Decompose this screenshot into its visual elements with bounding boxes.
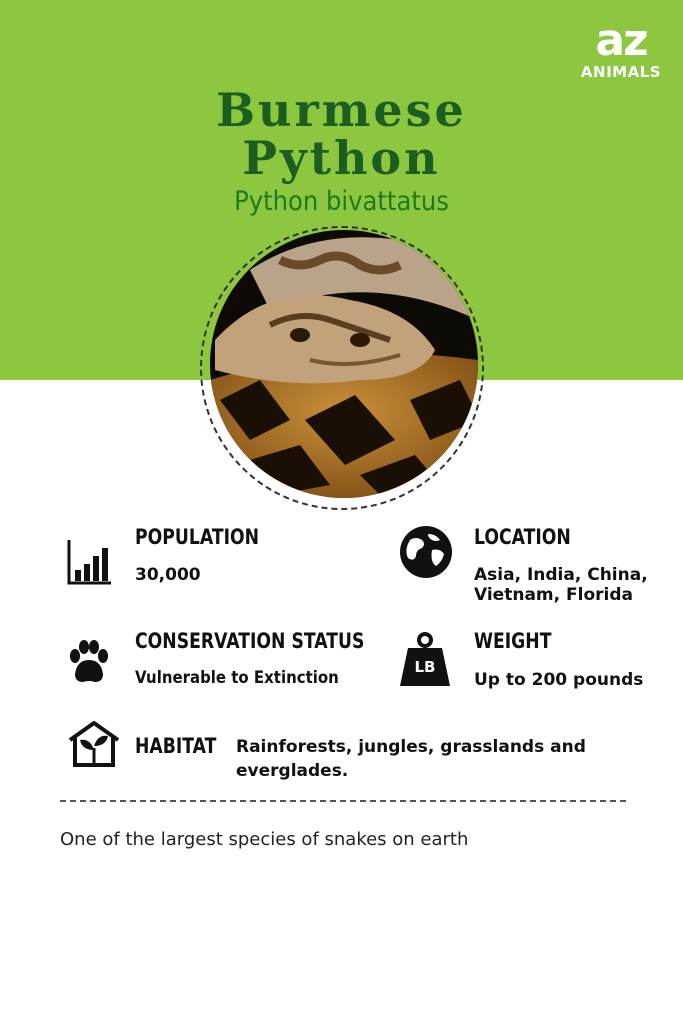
population-label: POPULATION	[135, 525, 260, 549]
habitat-value-line2: everglades.	[236, 761, 349, 781]
page-title-line1: Burmese	[216, 83, 467, 137]
location-label: LOCATION	[474, 525, 571, 549]
scientific-name: Python bivattatus	[234, 186, 449, 217]
weight-value: Up to 200 pounds	[474, 670, 644, 690]
habitat-value-line1: Rainforests, jungles, grasslands and	[236, 737, 586, 757]
weight-label: WEIGHT	[474, 629, 552, 653]
page-title-line2: Python	[242, 131, 441, 185]
conservation-value: Vulnerable to Extinction	[135, 668, 339, 688]
house-plant-icon	[66, 720, 122, 768]
conservation-label: CONSERVATION STATUS	[135, 629, 365, 653]
location-value-line2: Vietnam, Florida	[474, 585, 633, 605]
globe-icon	[398, 524, 454, 580]
logo-az-text: az	[595, 15, 647, 66]
location-value-line1: Asia, India, China,	[474, 565, 648, 585]
az-animals-logo[interactable]	[578, 15, 664, 86]
weight-icon-text: LB	[414, 658, 436, 676]
weight-icon	[398, 632, 452, 688]
fun-fact: One of the largest species of snakes on earth	[60, 829, 469, 850]
bar-chart-icon	[66, 538, 112, 586]
population-value: 30,000	[135, 565, 201, 585]
python-photo	[210, 230, 478, 498]
logo-animals-text: ANIMALS	[580, 63, 662, 81]
habitat-label: HABITAT	[135, 734, 217, 758]
paw-icon	[66, 640, 112, 684]
section-divider	[60, 800, 626, 802]
